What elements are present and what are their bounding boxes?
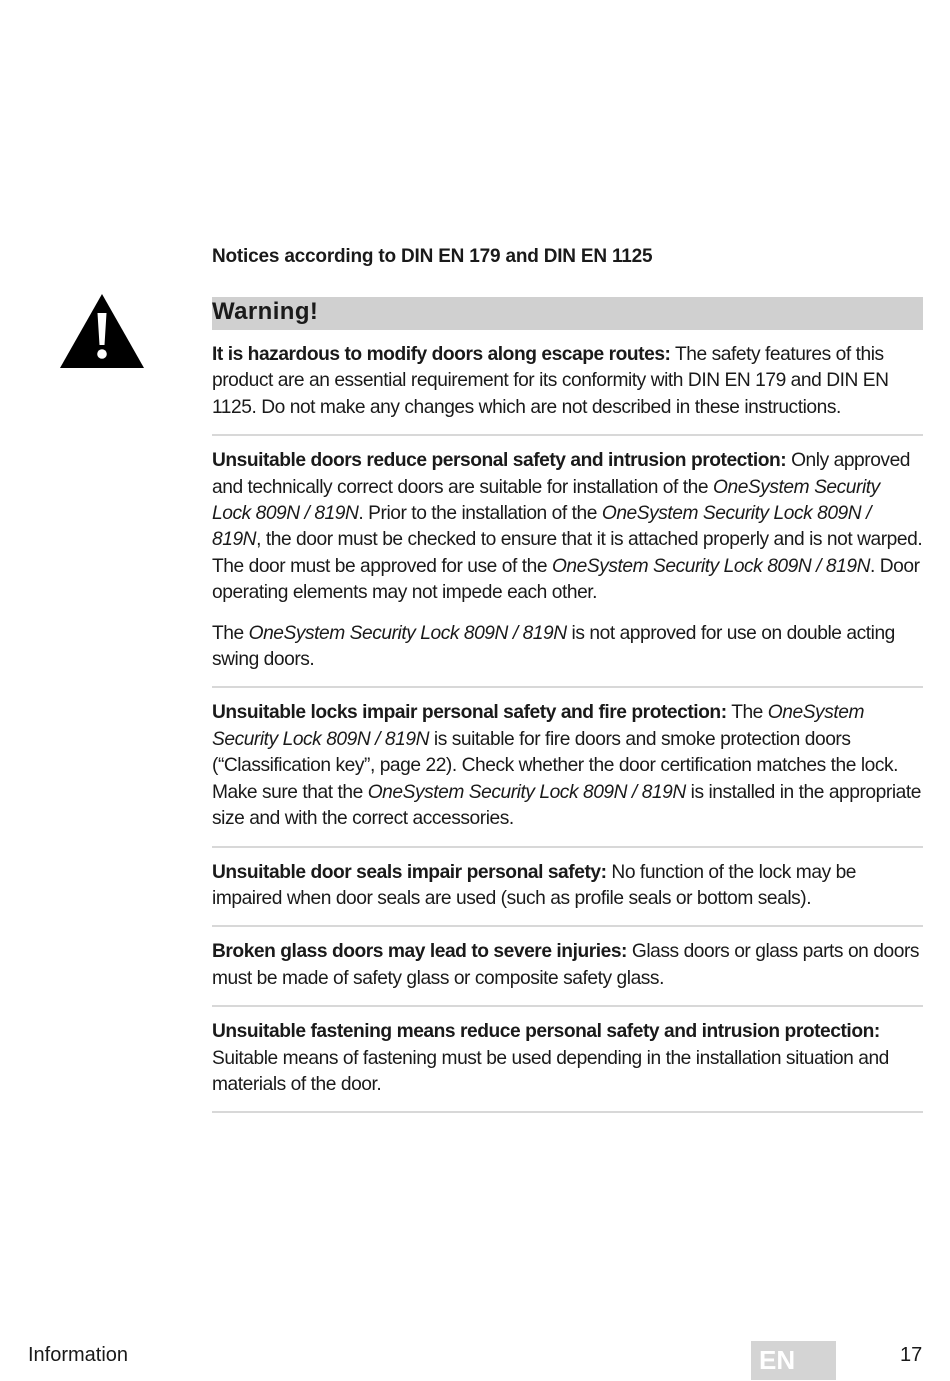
notice-lead: Unsuitable fastening means reduce personal safety and intrusion protection: — [212, 1021, 880, 1043]
warning-triangle-icon — [60, 294, 144, 368]
notice-body: No function of the lock may be impaired when door seals are used (such as profile seals or bottom seals). — [212, 861, 857, 909]
notice-body: Glass doors or glass parts on doors must be made of safety glass or composite safety glass. — [212, 941, 920, 989]
notice-lead: Unsuitable door seals impair personal safety: — [212, 861, 607, 883]
notice-unsuitable-locks — [212, 688, 923, 847]
notice-text: . Prior to the installation of the — [358, 503, 602, 525]
notice-text: is suitable for fire doors and smoke protection doors (“Classification key”, page 22). Check whether the door certification matches the lock. Make sure that the — [212, 728, 899, 803]
notice-double-acting — [212, 620, 923, 689]
notice-text: The — [726, 702, 768, 724]
notice-lead: Unsuitable locks impair personal safety and fire protection: — [212, 702, 727, 724]
language-badge: EN — [751, 1341, 836, 1380]
notice-lead: Broken glass doors may lead to severe injuries: — [212, 941, 628, 963]
footer-section-label: Information — [28, 1344, 129, 1366]
notice-text: , the door must be checked to ensure that it is attached properly and is not warped. The door must be approved for use of the — [212, 529, 923, 577]
notice-door-seals — [212, 848, 923, 928]
page-number: 17 — [900, 1344, 923, 1366]
product-name: OneSystem Security Lock 809N / 819N — [212, 702, 864, 750]
notice-fastening — [212, 1007, 923, 1113]
notice-escape-routes — [212, 341, 923, 436]
notice-body: Suitable means of fastening must be used depending in the installation situation and materials of the door. — [212, 1047, 889, 1095]
notice-text: is installed in the appropriate size and with the correct accessories. — [212, 781, 921, 830]
notice-body: The safety features of this product are an essential requirement for its conformity with DIN EN 179 and DIN EN 1125. Do not make any changes which are not described in these instructions. — [212, 344, 889, 418]
product-name: OneSystem Security Lock 809N / 819N — [367, 781, 686, 803]
warning-header-bar — [212, 297, 923, 330]
notice-unsuitable-doors — [212, 436, 923, 619]
notice-text: . Door operating elements may not impede each other. — [212, 555, 920, 604]
notice-text: The — [212, 622, 249, 644]
warning-title: Warning! — [212, 298, 319, 325]
product-name: OneSystem Security Lock 809N / 819N — [212, 476, 880, 525]
notice-text: Only approved and technically correct doors are suitable for installation of the — [212, 450, 911, 498]
product-name: OneSystem Security Lock 809N / 819N — [212, 503, 871, 551]
product-name: OneSystem Security Lock 809N / 819N — [551, 555, 870, 577]
section-heading: Notices according to DIN EN 179 and DIN EN 1125 — [212, 246, 653, 267]
notice-lead: It is hazardous to modify doors along escape routes: — [212, 344, 671, 365]
product-name: OneSystem Security Lock 809N / 819N — [248, 622, 567, 644]
notice-lead: Unsuitable doors reduce personal safety and intrusion protection: — [212, 450, 787, 472]
notice-glass-doors — [212, 927, 923, 1007]
notice-text: is not approved for use on double acting swing doors. — [212, 622, 895, 671]
notice-list — [212, 341, 923, 1113]
